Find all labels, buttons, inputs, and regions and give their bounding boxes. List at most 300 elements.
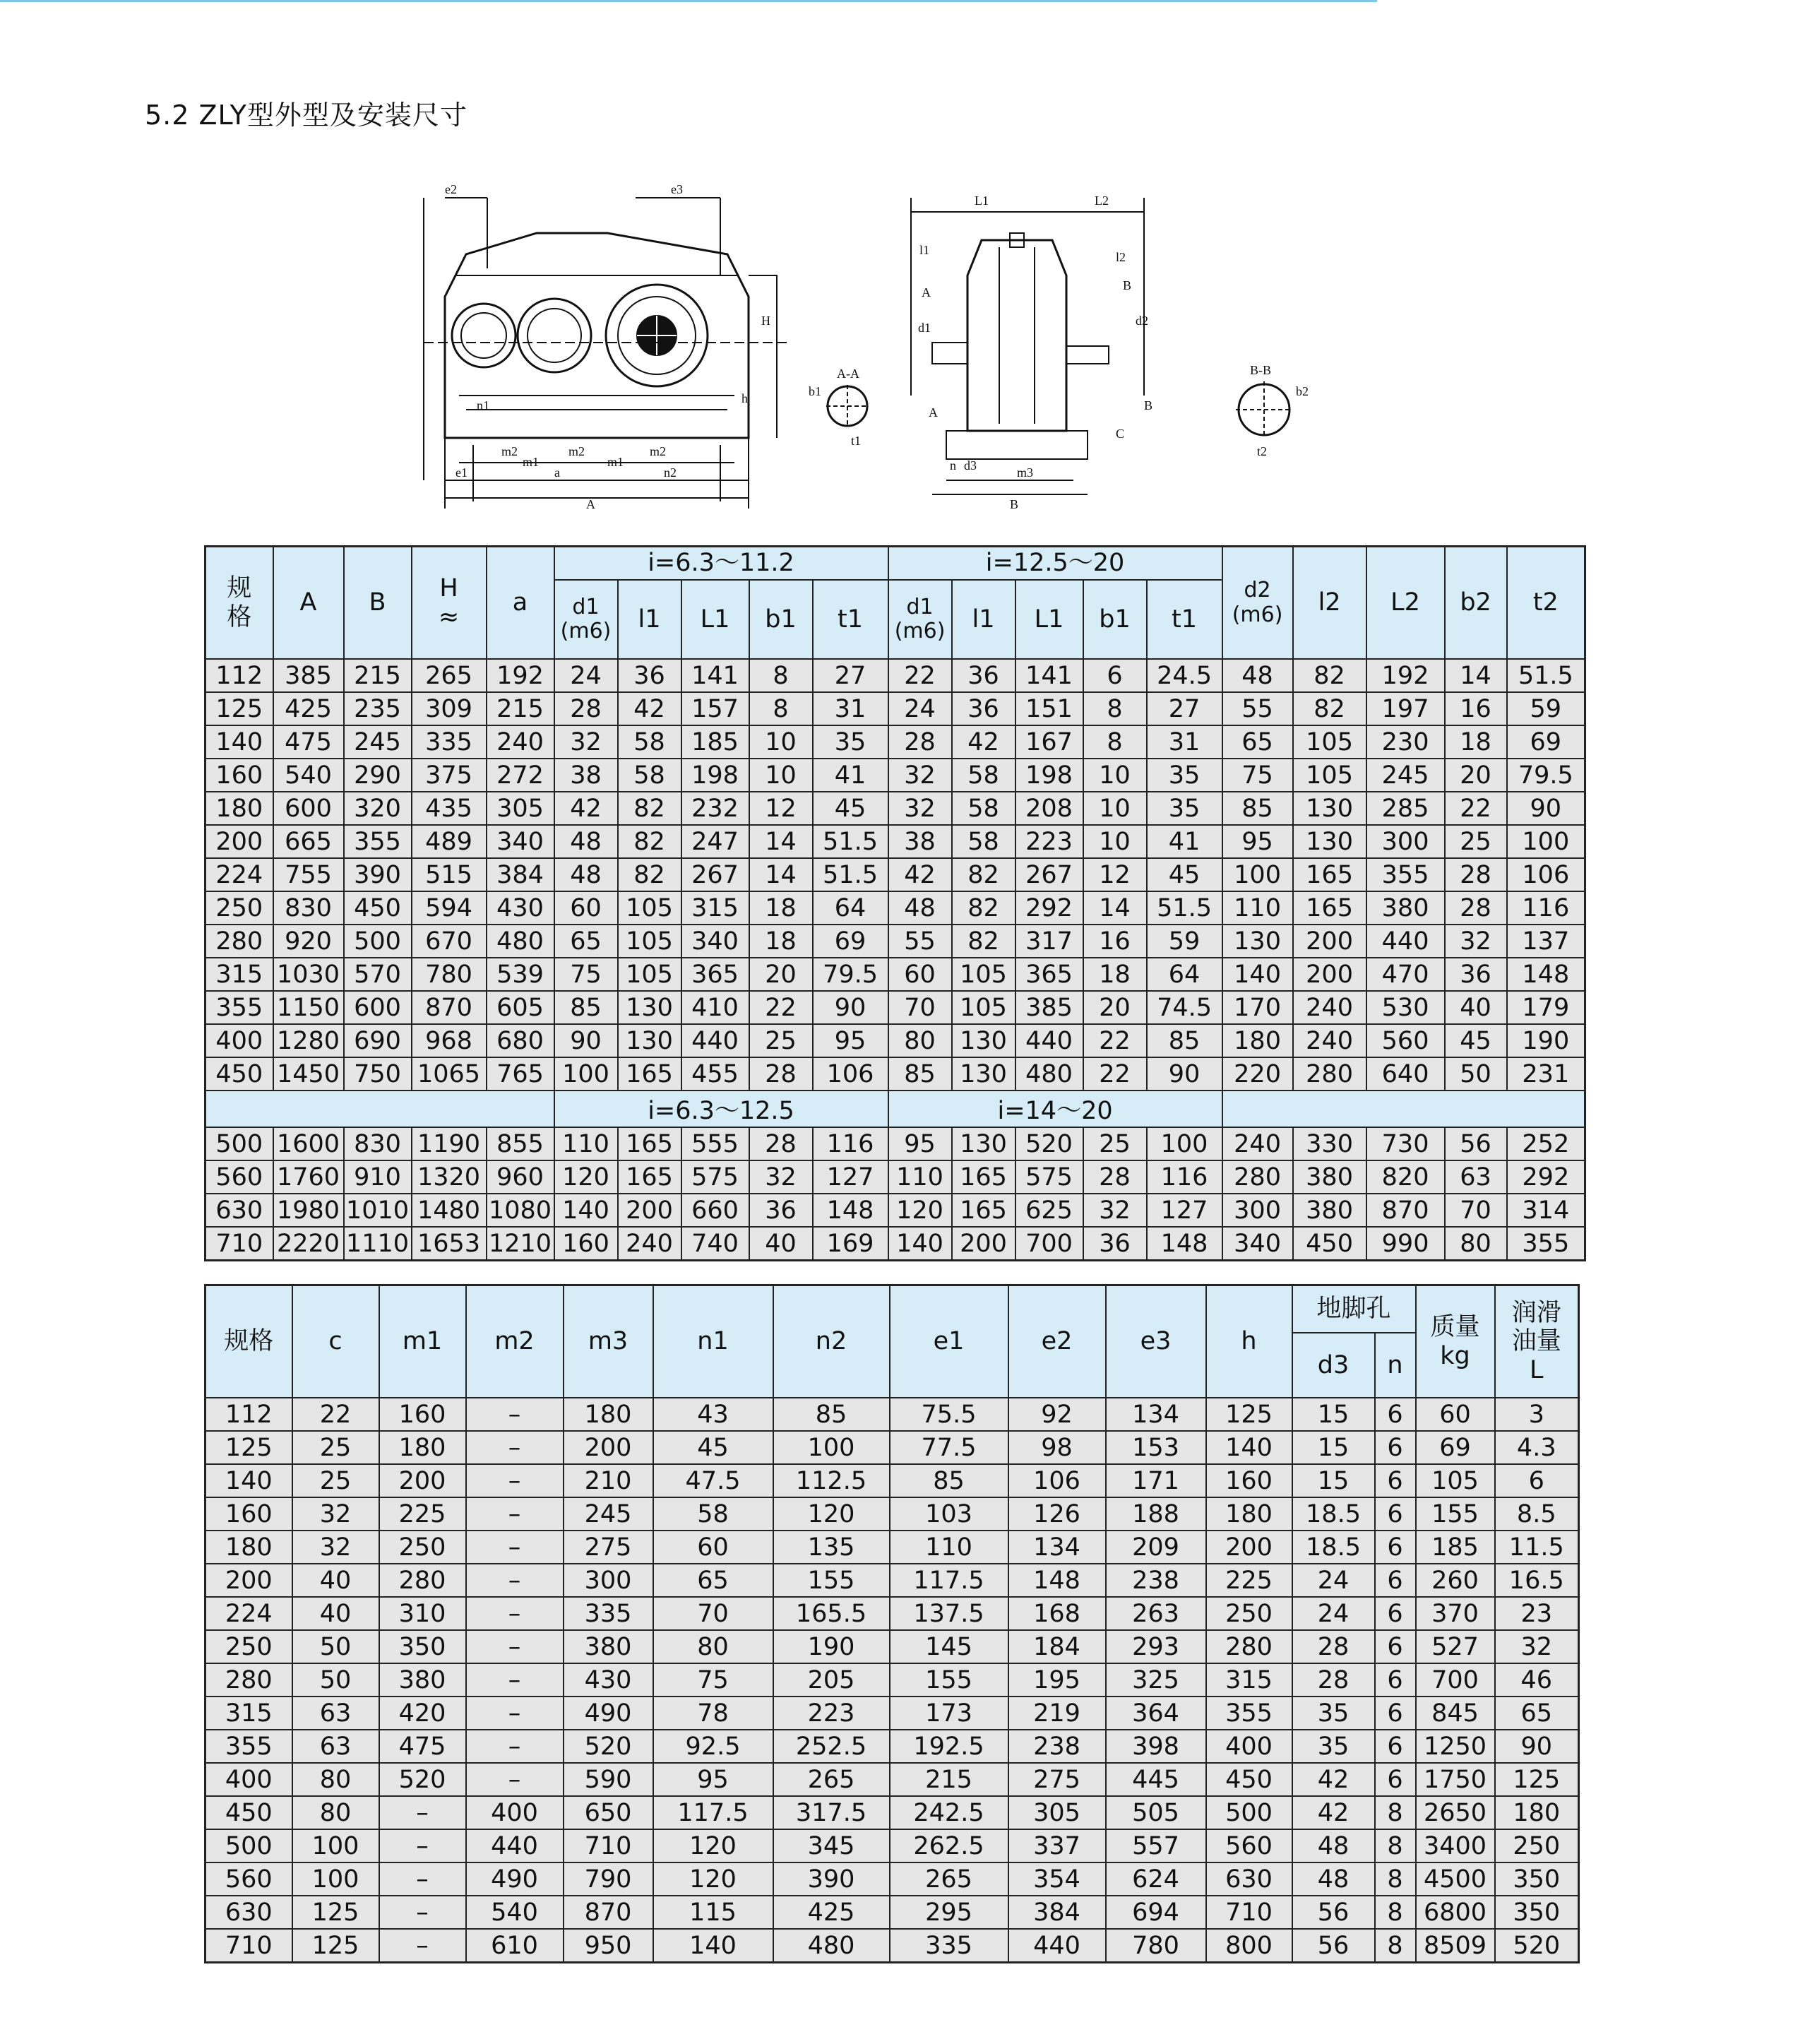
table-cell: 55 <box>888 925 952 958</box>
table-cell: 280 <box>379 1564 466 1597</box>
table-cell: 6 <box>1495 1464 1579 1497</box>
table-cell: 28 <box>1445 891 1507 925</box>
table-cell: 50 <box>292 1663 379 1697</box>
table-cell: 968 <box>412 1024 487 1057</box>
table-cell: 103 <box>890 1497 1008 1531</box>
table-cell: 340 <box>487 825 554 858</box>
table-cell: 32 <box>292 1497 379 1531</box>
table-cell: 20 <box>749 958 813 991</box>
table-cell: 100 <box>773 1431 890 1464</box>
table-cell: 650 <box>564 1796 653 1829</box>
table-cell: 106 <box>813 1057 888 1091</box>
table-cell: 171 <box>1106 1464 1206 1497</box>
table-cell: 42 <box>554 792 618 825</box>
table-cell: 141 <box>1015 659 1083 692</box>
table1-body-b <box>205 1127 1585 1261</box>
table-cell: 85 <box>890 1464 1008 1497</box>
col-m1-label: m1 <box>402 1327 443 1356</box>
col-h-label: h <box>1241 1327 1257 1356</box>
table-cell: 390 <box>773 1862 890 1896</box>
table-cell: 6 <box>1375 1464 1416 1497</box>
table-cell: 380 <box>564 1630 653 1663</box>
table-cell: 35 <box>1292 1697 1375 1730</box>
table-cell: 1653 <box>412 1227 487 1261</box>
table-cell: 168 <box>1008 1597 1106 1630</box>
table-cell: 130 <box>952 1057 1015 1091</box>
table-cell: 8 <box>1083 725 1147 759</box>
table-cell: 75.5 <box>890 1398 1008 1431</box>
col-B <box>344 547 412 660</box>
table-cell: – <box>466 1730 564 1763</box>
group-foot-holes-label: 地脚孔 <box>1316 1295 1391 1324</box>
row-spec-cell: 710 <box>205 1929 292 1963</box>
table-cell: 350 <box>1495 1896 1579 1929</box>
table-cell: 575 <box>681 1160 749 1194</box>
table1-body-a <box>205 659 1585 1091</box>
table-cell: 15 <box>1292 1431 1375 1464</box>
table-row <box>205 1663 1579 1697</box>
table-cell: 28 <box>1292 1663 1375 1697</box>
table-cell: 85 <box>1222 792 1293 825</box>
table-cell: 6800 <box>1416 1896 1495 1929</box>
table-cell: 20 <box>1445 759 1507 792</box>
table-cell: 60 <box>653 1531 773 1564</box>
table-cell: 22 <box>1083 1057 1147 1091</box>
col-L1-label: L1 <box>1034 605 1064 634</box>
table-cell: 141 <box>681 659 749 692</box>
table-cell: 40 <box>292 1597 379 1630</box>
table-cell: 455 <box>681 1057 749 1091</box>
table-cell: 25 <box>292 1431 379 1464</box>
table-cell: – <box>466 1398 564 1431</box>
table-cell: 56 <box>1292 1896 1375 1929</box>
col-oil-label: 润滑 油量 L <box>1511 1299 1561 1384</box>
col-m3 <box>564 1285 653 1398</box>
row-spec-cell: 400 <box>205 1024 273 1057</box>
table-cell: 24 <box>888 692 952 725</box>
col-e2 <box>1008 1285 1106 1398</box>
table-cell: 85 <box>888 1057 952 1091</box>
table-cell: 32 <box>554 725 618 759</box>
table-cell: – <box>466 1663 564 1697</box>
table-cell: 262.5 <box>890 1829 1008 1862</box>
table-cell: 240 <box>1293 991 1366 1024</box>
table-cell: 870 <box>412 991 487 1024</box>
table-cell: – <box>466 1597 564 1630</box>
table-cell: 28 <box>1445 858 1507 891</box>
table-cell: 47.5 <box>653 1464 773 1497</box>
table-cell: 445 <box>1106 1763 1206 1796</box>
table-cell: 35 <box>813 725 888 759</box>
row-spec-cell: 280 <box>205 925 273 958</box>
table-cell: 69 <box>813 925 888 958</box>
table-cell: 41 <box>1147 825 1222 858</box>
table-cell: 148 <box>1507 958 1585 991</box>
row-spec-cell: 280 <box>205 1663 292 1697</box>
table-cell: 1600 <box>273 1127 344 1160</box>
table-cell: 6 <box>1375 1398 1416 1431</box>
svg-text:m1: m1 <box>607 455 624 469</box>
table-cell: 27 <box>813 659 888 692</box>
table-cell: 59 <box>1507 692 1585 725</box>
table-cell: 263 <box>1106 1597 1206 1630</box>
table-cell: 200 <box>379 1464 466 1497</box>
col-L1-label: L1 <box>700 605 730 634</box>
table-row <box>205 1862 1579 1896</box>
table-cell: 148 <box>813 1194 888 1227</box>
table-cell: 505 <box>1106 1796 1206 1829</box>
table-cell: 330 <box>1293 1127 1366 1160</box>
svg-text:t2: t2 <box>1257 444 1268 458</box>
table-cell: 380 <box>379 1663 466 1697</box>
table-cell: 63 <box>292 1697 379 1730</box>
table-cell: 185 <box>681 725 749 759</box>
table-cell: 8.5 <box>1495 1497 1579 1531</box>
top-accent-line <box>0 0 1377 2</box>
table-cell: 22 <box>749 991 813 1024</box>
svg-text:t1: t1 <box>851 434 862 448</box>
col-mass <box>1416 1285 1495 1398</box>
table-cell: 95 <box>1222 825 1293 858</box>
table-cell: 32 <box>749 1160 813 1194</box>
table-cell: 42 <box>1292 1796 1375 1829</box>
table-cell: 48 <box>554 858 618 891</box>
table-cell: 8 <box>1375 1896 1416 1929</box>
group-ratio-1 <box>554 547 888 581</box>
table-cell: 58 <box>952 792 1015 825</box>
table-cell: 110 <box>554 1127 618 1160</box>
table-cell: 1980 <box>273 1194 344 1227</box>
svg-text:e1: e1 <box>455 465 467 480</box>
table-cell: 36 <box>952 659 1015 692</box>
row-spec-cell: 500 <box>205 1829 292 1862</box>
table-cell: 317 <box>1015 925 1083 958</box>
svg-text:m3: m3 <box>1017 465 1034 480</box>
table-cell: 11.5 <box>1495 1531 1579 1564</box>
svg-text:d3: d3 <box>964 458 977 473</box>
table-cell: 80 <box>292 1763 379 1796</box>
col-t2-label: t2 <box>1532 588 1559 617</box>
table-row <box>205 1160 1585 1194</box>
col-d3 <box>1292 1333 1375 1398</box>
table-row <box>205 1127 1585 1160</box>
table-cell: 430 <box>564 1663 653 1697</box>
table-cell: 130 <box>1293 825 1366 858</box>
table-cell: 265 <box>773 1763 890 1796</box>
table-cell: 520 <box>1015 1127 1083 1160</box>
table-cell: 28 <box>1292 1630 1375 1663</box>
table-cell: – <box>466 1531 564 1564</box>
row-spec-cell: 125 <box>205 1431 292 1464</box>
table-cell: 140 <box>1222 958 1293 991</box>
table-cell: 600 <box>344 991 412 1024</box>
table-cell: 160 <box>1206 1464 1292 1497</box>
table-cell: 85 <box>1147 1024 1222 1057</box>
table-cell: 165 <box>618 1057 681 1091</box>
table-cell: 1110 <box>344 1227 412 1261</box>
table-cell: 540 <box>466 1896 564 1929</box>
table-cell: 28 <box>888 725 952 759</box>
table-cell: 385 <box>273 659 344 692</box>
table-cell: 14 <box>1445 659 1507 692</box>
table-cell: – <box>379 1896 466 1929</box>
table-cell: 670 <box>412 925 487 958</box>
table-cell: 16 <box>1445 692 1507 725</box>
table-cell: 25 <box>749 1024 813 1057</box>
table-cell: 22 <box>888 659 952 692</box>
table-cell: 106 <box>1008 1464 1106 1497</box>
table-cell: 70 <box>653 1597 773 1630</box>
col-e3-label: e3 <box>1140 1327 1172 1356</box>
table-cell: 18.5 <box>1292 1531 1375 1564</box>
table-cell: 6 <box>1375 1730 1416 1763</box>
table-cell: 830 <box>273 891 344 925</box>
table-cell: 435 <box>412 792 487 825</box>
table-cell: 65 <box>554 925 618 958</box>
table-cell: 245 <box>564 1497 653 1531</box>
table-cell: 10 <box>749 759 813 792</box>
table-cell: 155 <box>773 1564 890 1597</box>
table-cell: 80 <box>653 1630 773 1663</box>
svg-text:B: B <box>1123 278 1132 292</box>
table-cell: 22 <box>1083 1024 1147 1057</box>
table-cell: 130 <box>952 1127 1015 1160</box>
table-cell: 116 <box>1507 891 1585 925</box>
table-cell: 694 <box>1106 1896 1206 1929</box>
table-cell: – <box>379 1929 466 1963</box>
svg-text:m1: m1 <box>523 455 540 469</box>
table-cell: 530 <box>1366 991 1445 1024</box>
table-cell: 235 <box>344 692 412 725</box>
table-cell: 74.5 <box>1147 991 1222 1024</box>
row-spec-cell: 200 <box>205 1564 292 1597</box>
table-cell: 80 <box>292 1796 379 1829</box>
col-t1-label: t1 <box>838 605 864 634</box>
table-cell: 2650 <box>1416 1796 1495 1829</box>
table-cell: 440 <box>1366 925 1445 958</box>
table-cell: 215 <box>890 1763 1008 1796</box>
table-cell: 630 <box>1206 1862 1292 1896</box>
table-cell: 527 <box>1416 1630 1495 1663</box>
table-cell: 300 <box>1366 825 1445 858</box>
table-cell: 475 <box>379 1730 466 1763</box>
row-spec-cell: 710 <box>205 1227 273 1261</box>
table-cell: 605 <box>487 991 554 1024</box>
svg-text:L2: L2 <box>1095 194 1109 208</box>
table-cell: 710 <box>1206 1896 1292 1929</box>
col-L1-g1 <box>681 580 749 659</box>
table-cell: 92 <box>1008 1398 1106 1431</box>
table-cell: 450 <box>344 891 412 925</box>
col-h <box>1206 1285 1292 1398</box>
table-cell: 337 <box>1008 1829 1106 1862</box>
table-cell: 267 <box>681 858 749 891</box>
table-cell: 120 <box>773 1497 890 1531</box>
group-ratio-2 <box>888 547 1222 581</box>
svg-text:n1: n1 <box>477 398 489 412</box>
table-cell: 63 <box>1445 1160 1507 1194</box>
table-cell: 35 <box>1147 792 1222 825</box>
col-oil <box>1495 1285 1579 1398</box>
table-cell: 46 <box>1495 1663 1579 1697</box>
table-row <box>205 1227 1585 1261</box>
table-cell: 625 <box>1015 1194 1083 1227</box>
table1-subheader <box>205 1091 1585 1127</box>
table-cell: 48 <box>1292 1862 1375 1896</box>
table-cell: 590 <box>564 1763 653 1796</box>
svg-text:A-A: A-A <box>837 367 859 381</box>
row-spec-cell: 224 <box>205 1597 292 1630</box>
row-spec-cell: 112 <box>205 1398 292 1431</box>
col-n1-label: n1 <box>697 1327 729 1356</box>
row-spec-cell: 224 <box>205 858 273 891</box>
table-cell: 42 <box>1292 1763 1375 1796</box>
table-cell: 1190 <box>412 1127 487 1160</box>
table-cell: 106 <box>1507 858 1585 891</box>
svg-text:A: A <box>929 405 938 420</box>
table-cell: 10 <box>1083 759 1147 792</box>
table-cell: 51.5 <box>813 825 888 858</box>
table-cell: 8509 <box>1416 1929 1495 1963</box>
table-cell: 127 <box>1147 1194 1222 1227</box>
col-B-label: B <box>369 588 386 617</box>
table-cell: 1450 <box>273 1057 344 1091</box>
table-cell: 245 <box>1366 759 1445 792</box>
table-cell: 624 <box>1106 1862 1206 1896</box>
table-cell: 35 <box>1147 759 1222 792</box>
table-cell: 18 <box>749 891 813 925</box>
table-cell: 60 <box>888 958 952 991</box>
table-cell: 64 <box>813 891 888 925</box>
table-cell: 1150 <box>273 991 344 1024</box>
table-cell: 79.5 <box>813 958 888 991</box>
table-row <box>205 1730 1579 1763</box>
table-row <box>205 692 1585 725</box>
table-cell: 18 <box>1445 725 1507 759</box>
table-cell: 557 <box>1106 1829 1206 1862</box>
table-cell: 420 <box>379 1697 466 1730</box>
table-row <box>205 1398 1579 1431</box>
table-cell: 364 <box>1106 1697 1206 1730</box>
table-cell: 265 <box>412 659 487 692</box>
table-cell: – <box>379 1862 466 1896</box>
table-cell: 750 <box>344 1057 412 1091</box>
table-cell: 105 <box>1416 1464 1495 1497</box>
table-cell: 58 <box>653 1497 773 1531</box>
table-cell: 250 <box>1206 1597 1292 1630</box>
table-cell: 130 <box>618 991 681 1024</box>
table-cell: 350 <box>1495 1862 1579 1896</box>
table-cell: 28 <box>749 1057 813 1091</box>
col-d3-label: d3 <box>1317 1350 1350 1379</box>
table-cell: 155 <box>890 1663 1008 1697</box>
table-cell: 58 <box>952 759 1015 792</box>
col-l1-label: l1 <box>972 605 995 634</box>
col-d1-label: d1 (m6) <box>560 594 612 643</box>
table-cell: 12 <box>1083 858 1147 891</box>
table-cell: 16 <box>1083 925 1147 958</box>
table-cell: 69 <box>1507 725 1585 759</box>
col-b1-label: b1 <box>765 605 797 634</box>
table-cell: 24 <box>1292 1597 1375 1630</box>
table-cell: 500 <box>344 925 412 958</box>
table-cell: 398 <box>1106 1730 1206 1763</box>
table-cell: 15 <box>1292 1464 1375 1497</box>
table-cell: 125 <box>1206 1398 1292 1431</box>
table-row <box>205 1431 1579 1464</box>
table-cell: 280 <box>1206 1630 1292 1663</box>
table-cell: 120 <box>653 1862 773 1896</box>
table-cell: 45 <box>653 1431 773 1464</box>
table-cell: 1065 <box>412 1057 487 1091</box>
table-cell: 42 <box>618 692 681 725</box>
col-a-label: a <box>512 588 528 617</box>
table-cell: 180 <box>1495 1796 1579 1829</box>
col-b1-label: b1 <box>1099 605 1131 634</box>
table-cell: 6 <box>1375 1564 1416 1597</box>
table-cell: 165 <box>952 1160 1015 1194</box>
table-cell: 1250 <box>1416 1730 1495 1763</box>
table-cell: 1210 <box>487 1227 554 1261</box>
table-cell: 60 <box>554 891 618 925</box>
table-cell: 6 <box>1083 659 1147 692</box>
table-cell: 215 <box>344 659 412 692</box>
table-cell: 845 <box>1416 1697 1495 1730</box>
table-row <box>205 1829 1579 1862</box>
table-row <box>205 1464 1579 1497</box>
table-row <box>205 1697 1579 1730</box>
subheader-ratio-1-label: i=6.3～12.5 <box>648 1097 794 1125</box>
table-cell: 15 <box>1292 1398 1375 1431</box>
table-cell: 380 <box>1293 1160 1366 1194</box>
table-row <box>205 1763 1579 1796</box>
col-l2-label: l2 <box>1318 588 1341 617</box>
svg-text:l2: l2 <box>1116 250 1126 264</box>
table-cell: 820 <box>1366 1160 1445 1194</box>
table-cell: 195 <box>1008 1663 1106 1697</box>
table-cell: 315 <box>1206 1663 1292 1697</box>
table-cell: 165 <box>1293 891 1366 925</box>
table1-subheader-row <box>205 1091 1585 1127</box>
table-cell: 90 <box>1507 792 1585 825</box>
table-cell: 275 <box>1008 1763 1106 1796</box>
svg-text:B: B <box>1144 398 1153 412</box>
row-spec-cell: 500 <box>205 1127 273 1160</box>
table-cell: 209 <box>1106 1531 1206 1564</box>
table-cell: 325 <box>1106 1663 1206 1697</box>
table-cell: 310 <box>379 1597 466 1630</box>
table-row <box>205 1531 1579 1564</box>
table-cell: 6 <box>1375 1697 1416 1730</box>
table-cell: 265 <box>890 1862 1008 1896</box>
table-cell: 380 <box>1366 891 1445 925</box>
table-cell: 198 <box>681 759 749 792</box>
table-row <box>205 958 1585 991</box>
table-cell: 335 <box>564 1597 653 1630</box>
table-cell: 167 <box>1015 725 1083 759</box>
col-b1-g2 <box>1083 580 1147 659</box>
table2-body <box>205 1398 1579 1963</box>
row-spec-cell: 630 <box>205 1896 292 1929</box>
row-spec-cell: 560 <box>205 1160 273 1194</box>
col-m3-label: m3 <box>588 1327 629 1356</box>
table-cell: 335 <box>890 1929 1008 1963</box>
table-cell: 450 <box>1293 1227 1366 1261</box>
table-cell: 31 <box>1147 725 1222 759</box>
table-cell: 272 <box>487 759 554 792</box>
table-cell: 200 <box>1206 1531 1292 1564</box>
table-cell: 317.5 <box>773 1796 890 1829</box>
